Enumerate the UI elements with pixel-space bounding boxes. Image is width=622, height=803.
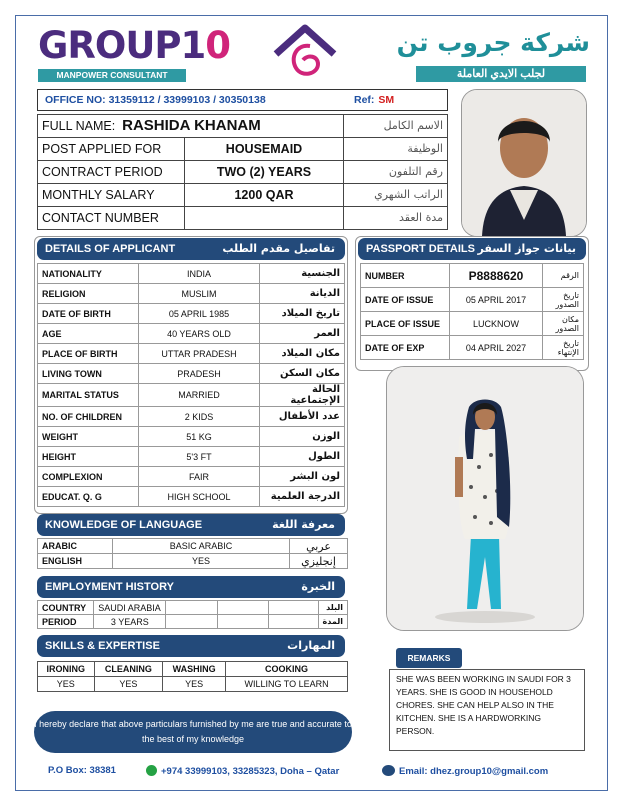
- passport-table: [360, 263, 584, 360]
- applicant-label-ar: تاريخ الميلاد: [260, 304, 345, 324]
- applicant-details-header: DETAILS OF APPLICANT تفاصيل مقدم الطلب: [37, 238, 345, 260]
- declaration: I hereby declare that above particulars furnished by me are true and accurate to the best of my knowledge: [34, 711, 352, 753]
- info-row: CONTRACT PERIOD TWO (2) YEARS رقم التلفون: [38, 161, 448, 184]
- employment-row: PERIOD 3 YEARS المدة: [38, 615, 348, 629]
- passport-label: NUMBER: [361, 264, 450, 288]
- language-header: KNOWLEDGE OF LANGUAGE معرفة اللغة: [37, 514, 345, 536]
- applicant-label-ar: الدرجة العلمية: [260, 487, 345, 507]
- full-name-value: RASHIDA KHANAM: [122, 117, 261, 134]
- full-name-ar: الاسم الكامل: [344, 115, 448, 138]
- portrait-photo: [461, 89, 587, 237]
- passport-header: PASSPORT DETAILS بيانات جواز السفر: [358, 238, 586, 260]
- passport-value: 04 APRIL 2027: [450, 336, 543, 360]
- applicant-value: MARRIED: [139, 384, 260, 407]
- applicant-label: COMPLEXION: [38, 467, 139, 487]
- remarks-text: SHE WAS BEEN WORKING IN SAUDI FOR 3 YEARS. SHE IS GOOD IN HOUSEHOLD CHORES. SHE CAN HELP ALSO IN THE KITCHEN. SHE IS A HARDWORKING PERSON.: [389, 669, 585, 751]
- applicant-row: [38, 284, 345, 304]
- passport-value: LUCKNOW: [450, 312, 543, 336]
- skills-table: [37, 661, 348, 692]
- info-row: POST APPLIED FOR HOUSEMAID الوظيفة: [38, 138, 448, 161]
- passport-label-ar: تاريخ الإنتهاء: [543, 336, 584, 360]
- full-name-row: [38, 115, 448, 138]
- arabic-company-subtitle: لجلب الايدي العاملة: [416, 66, 586, 82]
- applicant-row: [38, 487, 345, 507]
- applicant-label-ar: العمر: [260, 324, 345, 344]
- applicant-row: [38, 427, 345, 447]
- employment-table: [37, 600, 348, 629]
- skills-value-row: YES YES YES WILLING TO LEARN: [38, 677, 348, 692]
- applicant-row: [38, 467, 345, 487]
- passport-label: PLACE OF ISSUE: [361, 312, 450, 336]
- applicant-label-ar: عدد الأطفال: [260, 407, 345, 427]
- passport-label-ar: الرقم: [543, 264, 584, 288]
- info-row: MONTHLY SALARY 1200 QAR الراتب الشهري: [38, 184, 448, 207]
- applicant-row: [38, 364, 345, 384]
- applicant-row: [38, 324, 345, 344]
- applicant-row: [38, 264, 345, 284]
- applicant-label: NO. OF CHILDREN: [38, 407, 139, 427]
- office-bar: [37, 89, 448, 111]
- employment-header: EMPLOYMENT HISTORY الخبرة: [37, 576, 345, 598]
- applicant-label: NATIONALITY: [38, 264, 139, 284]
- applicant-label: AGE: [38, 324, 139, 344]
- passport-row: [361, 264, 584, 288]
- applicant-value: 5'3 FT: [139, 447, 260, 467]
- applicant-value: 40 YEARS OLD: [139, 324, 260, 344]
- po-box: P.O Box: 38381: [48, 765, 116, 776]
- applicant-label: HEIGHT: [38, 447, 139, 467]
- full-name-cell: FULL NAME: RASHIDA KHANAM: [38, 115, 344, 138]
- applicant-label: PLACE OF BIRTH: [38, 344, 139, 364]
- center-logo-icon: [270, 24, 340, 80]
- passport-label-ar: مكان الصدور: [543, 312, 584, 336]
- group10-logo: GROUP10: [38, 24, 230, 67]
- applicant-label-ar: مكان السكن: [260, 364, 345, 384]
- ref-label: Ref: SM: [354, 94, 395, 106]
- manpower-consultant-label: MANPOWER CONSULTANT: [38, 69, 186, 82]
- applicant-label-ar: الوزن: [260, 427, 345, 447]
- passport-label: DATE OF EXP: [361, 336, 450, 360]
- email-icon: [382, 765, 395, 776]
- applicant-label: WEIGHT: [38, 427, 139, 447]
- applicant-label: EDUCAT. Q. G: [38, 487, 139, 507]
- basic-info-table: [37, 114, 448, 230]
- applicant-value: FAIR: [139, 467, 260, 487]
- office-numbers: OFFICE NO: 31359112 / 33999103 / 30350138: [45, 94, 266, 106]
- applicant-label: MARITAL STATUS: [38, 384, 139, 407]
- whatsapp-icon: [146, 765, 157, 776]
- skills-header-row: IRONING CLEANING WASHING COOKING: [38, 662, 348, 677]
- applicant-value: PRADESH: [139, 364, 260, 384]
- ref-value: SM: [378, 94, 395, 106]
- footer-email[interactable]: Email: dhez.group10@gmail.com: [382, 765, 548, 777]
- passport-value: 05 APRIL 2017: [450, 288, 543, 312]
- applicant-label-ar: الحالة الإجتماعية: [260, 384, 345, 407]
- applicant-label-ar: الديانة: [260, 284, 345, 304]
- applicant-table: [37, 263, 345, 507]
- applicant-row: [38, 447, 345, 467]
- full-body-photo: [386, 366, 584, 631]
- remarks-title: REMARKS: [396, 648, 462, 668]
- applicant-value: UTTAR PRADESH: [139, 344, 260, 364]
- applicant-row: [38, 407, 345, 427]
- applicant-value: 51 KG: [139, 427, 260, 447]
- applicant-label-ar: لون البشر: [260, 467, 345, 487]
- applicant-row: [38, 344, 345, 364]
- applicant-label: DATE OF BIRTH: [38, 304, 139, 324]
- footer-phone: +974 33999103, 33285323, Doha – Qatar: [146, 765, 339, 777]
- language-table: [37, 538, 348, 569]
- applicant-value: INDIA: [139, 264, 260, 284]
- language-row: ENGLISH YES إنجليزي: [38, 554, 348, 569]
- passport-label-ar: تاريخ الصدور: [543, 288, 584, 312]
- applicant-label: RELIGION: [38, 284, 139, 304]
- passport-value: P8888620: [450, 264, 543, 288]
- language-row: ARABIC BASIC ARABIC عربي: [38, 539, 348, 554]
- applicant-value: MUSLIM: [139, 284, 260, 304]
- applicant-label: LIVING TOWN: [38, 364, 139, 384]
- skills-header: SKILLS & EXPERTISE المهارات: [37, 635, 345, 657]
- passport-row: [361, 288, 584, 312]
- applicant-value: 05 APRIL 1985: [139, 304, 260, 324]
- applicant-row: [38, 304, 345, 324]
- applicant-value: HIGH SCHOOL: [139, 487, 260, 507]
- applicant-label-ar: الطول: [260, 447, 345, 467]
- applicant-label-ar: مكان الميلاد: [260, 344, 345, 364]
- passport-label: DATE OF ISSUE: [361, 288, 450, 312]
- passport-row: [361, 336, 584, 360]
- arabic-company-name: شركة جروب تن: [396, 28, 590, 57]
- passport-row: [361, 312, 584, 336]
- applicant-row: [38, 384, 345, 407]
- applicant-label-ar: الجنسية: [260, 264, 345, 284]
- info-row: CONTACT NUMBER مدة العقد: [38, 207, 448, 230]
- applicant-value: 2 KIDS: [139, 407, 260, 427]
- employment-row: COUNTRY SAUDI ARABIA البلد: [38, 601, 348, 615]
